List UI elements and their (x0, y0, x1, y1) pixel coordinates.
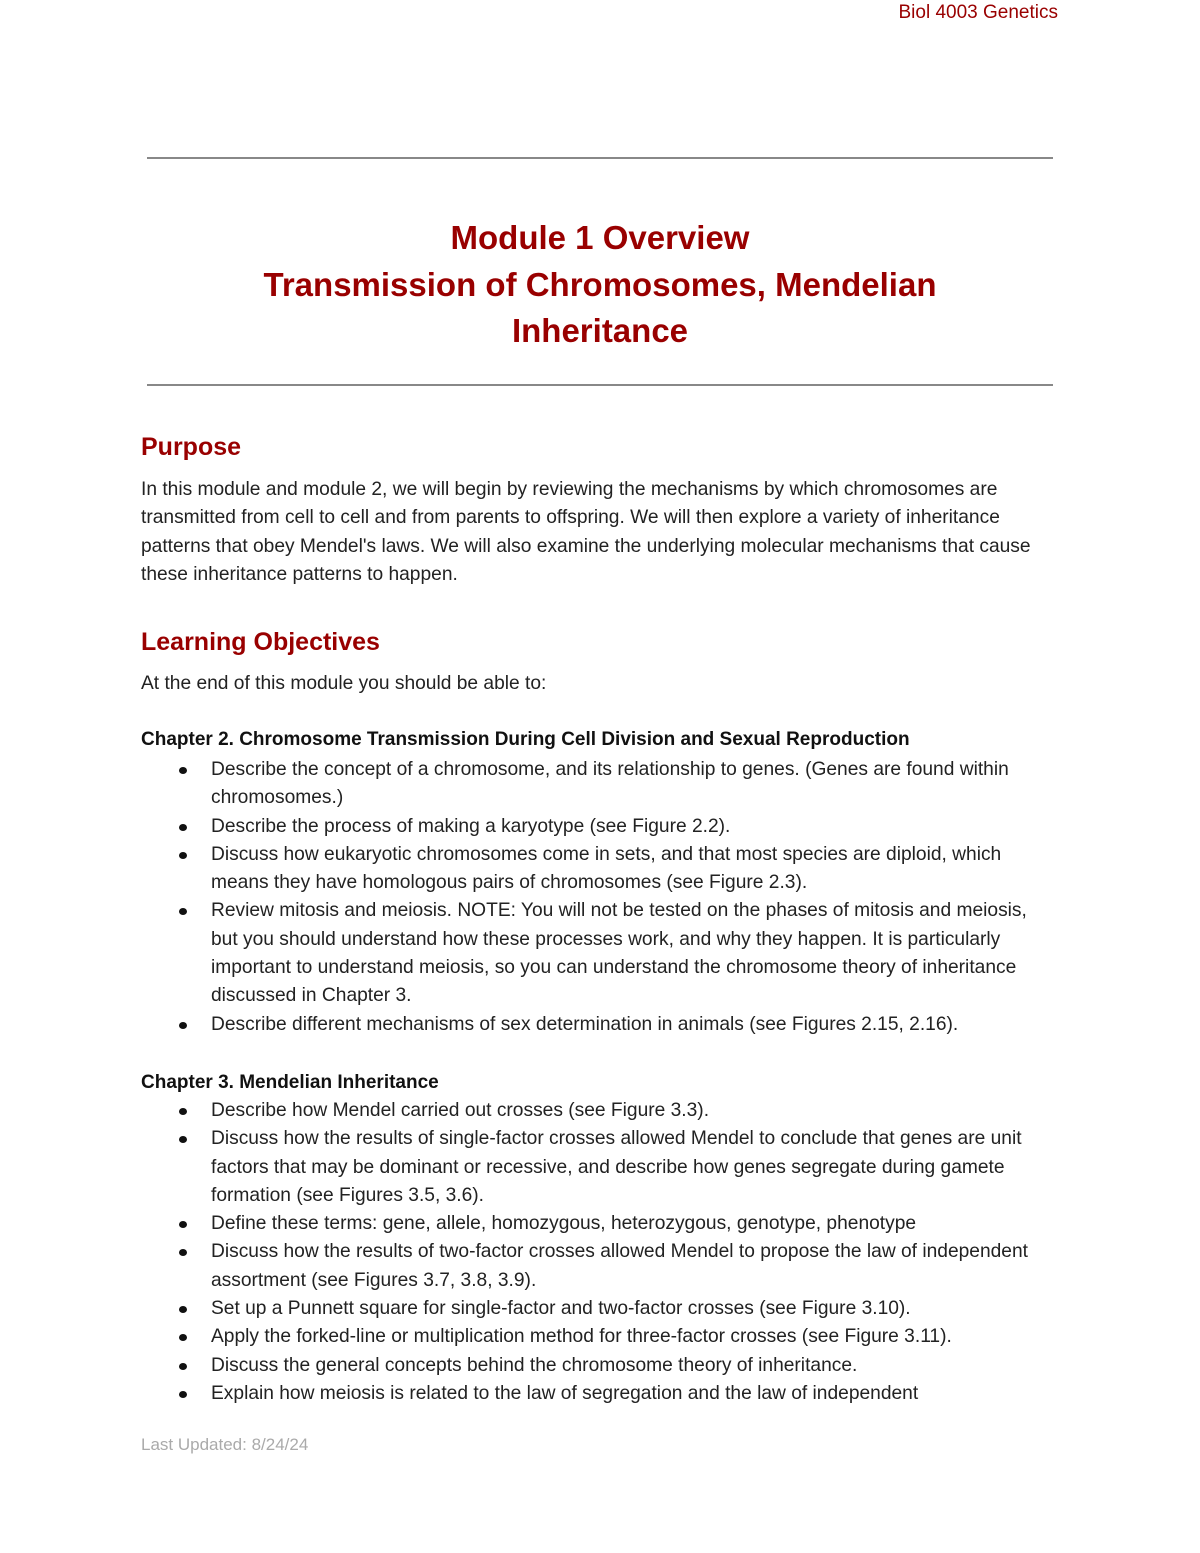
list-item-text: Discuss how the results of single-factor crosses allowed Mendel to conclude that genes are unit factors that may be dominant or recessive, and describe how genes segregate during gamete formation (see Figures 3.5, 3.6). (211, 1128, 1022, 1206)
bullet-icon (179, 1334, 187, 1341)
list-item (141, 1323, 1056, 1351)
bullet-icon (179, 1391, 187, 1398)
bullet-icon (179, 1136, 187, 1143)
bullet-icon (179, 1249, 187, 1256)
chapter-2-objectives-list (141, 756, 1056, 1039)
objectives-intro: At the end of this module you should be able to: (141, 673, 547, 694)
title-line-2: Transmission of Chromosomes, Mendelian (263, 265, 937, 303)
list-item (141, 1352, 1056, 1380)
list-item-text: Review mitosis and meiosis. NOTE: You will not be tested on the phases of mitosis and meiosis, but you should understand how these processes work, and why they happen. It is particularly important to understand meiosis, so you can understand the chromosome theory of inheritance discussed in Chapter 3. (211, 900, 1027, 1007)
list-item-text: Apply the forked-line or multiplication method for three-factor crosses (see Figure 3.11). (211, 1326, 952, 1348)
title-line-1: Module 1 Overview (450, 219, 750, 256)
list-item (141, 1295, 1056, 1323)
bullet-icon (179, 1306, 187, 1313)
last-updated-footer: Last Updated: 8/24/24 (141, 1435, 309, 1454)
bullet-icon (179, 1363, 187, 1370)
bullet-icon (179, 852, 187, 859)
list-item-text: Describe the concept of a chromosome, and its relationship to genes. (Genes are found within chromosomes.) (211, 759, 1009, 809)
list-item-text: Discuss how the results of two-factor crosses allowed Mendel to propose the law of independent assortment (see Figures 3.7, 3.8, 3.9). (211, 1241, 1028, 1291)
purpose-paragraph: In this module and module 2, we will begin by reviewing the mechanisms by which chromosomes are transmitted from cell to cell and from parents to offspring. We will then explore a variety of inheritance patterns that obey Mendel's laws. We will also examine the underlying molecular mechanisms that cause these inheritance patterns to happen. (141, 479, 1031, 585)
list-item (141, 813, 1056, 841)
page-title (147, 215, 1053, 355)
list-item (141, 1210, 1056, 1238)
bullet-icon (179, 908, 187, 915)
course-header: Biol 4003 Genetics (898, 2, 1058, 23)
list-item (141, 841, 1056, 898)
list-item (141, 1097, 1056, 1125)
list-item-text: Describe different mechanisms of sex determination in animals (see Figures 2.15, 2.16). (211, 1013, 959, 1035)
title-line-3: Inheritance (511, 312, 689, 349)
bottom-divider (147, 384, 1053, 386)
list-item-text: Set up a Punnett square for single-factor and two-factor crosses (see Figure 3.10). (211, 1298, 911, 1320)
list-item (141, 1380, 1056, 1408)
learning-objectives-heading: Learning Objectives (141, 628, 380, 656)
chapter-3-title: Chapter 3. Mendelian Inheritance (141, 1072, 439, 1093)
list-item (141, 1125, 1056, 1210)
chapter-2-title: Chapter 2. Chromosome Transmission During Cell Division and Sexual Reproduction (141, 729, 910, 750)
bullet-icon (179, 767, 187, 774)
list-item-text: Discuss how eukaryotic chromosomes come in sets, and that most species are diploid, which means they have homologous pairs of chromosomes (see Figure 2.3). (211, 843, 1002, 894)
list-item (141, 1011, 1056, 1039)
bullet-icon (179, 824, 187, 831)
bullet-icon (179, 1108, 187, 1115)
list-item-text: Describe how Mendel carried out crosses (see Figure 3.3). (211, 1100, 710, 1121)
purpose-heading: Purpose (141, 433, 242, 461)
list-item (141, 1238, 1056, 1295)
top-divider (147, 157, 1053, 159)
chapter-3-objectives-list (141, 1097, 1056, 1408)
list-item (141, 756, 1056, 813)
list-item-text: Explain how meiosis is related to the law of segregation and the law of independent (211, 1382, 919, 1404)
bullet-icon (179, 1221, 187, 1228)
list-item-text: Define these terms: gene, allele, homozygous, heterozygous, genotype, phenotype (211, 1213, 917, 1235)
list-item-text: Describe the process of making a karyotype (see Figure 2.2). (211, 815, 731, 837)
list-item-text: Discuss the general concepts behind the chromosome theory of inheritance. (211, 1354, 858, 1376)
bullet-icon (179, 1022, 187, 1029)
list-item (141, 897, 1056, 1010)
